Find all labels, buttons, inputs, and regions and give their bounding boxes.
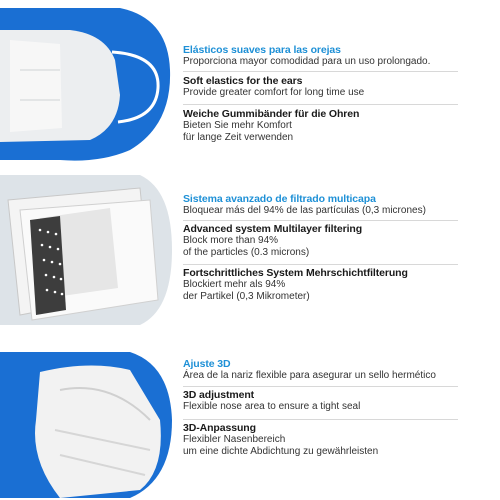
feature-en xyxy=(183,223,495,259)
filter-layers-image xyxy=(0,170,180,330)
feature-title-de: 3D-Anpassung xyxy=(183,422,256,434)
feature-body-de: Blockiert mehr als 94% der Partikel (0,3 Mikrometer) xyxy=(183,279,310,302)
divider xyxy=(183,71,458,72)
divider xyxy=(183,220,458,221)
feature-en xyxy=(183,389,495,413)
divider xyxy=(183,419,458,420)
feature-es xyxy=(183,358,495,382)
feature-body-en: Flexible nose area to ensure a tight seal xyxy=(183,401,361,412)
feature-es xyxy=(183,193,495,217)
feature-en xyxy=(183,75,495,99)
feature-es xyxy=(183,44,495,68)
mask-ear-loop-image xyxy=(0,0,180,163)
feature-title-en: Advanced system Multilayer filtering xyxy=(183,223,363,235)
feature-title-en: Soft elastics for the ears xyxy=(183,75,303,87)
divider xyxy=(183,386,458,387)
feature-body-en: Block more than 94% of the particles (0.3 microns) xyxy=(183,235,310,258)
feature-body-de: Bieten Sie mehr Komfort für lange Zeit verwenden xyxy=(183,120,294,143)
feature-title-es: Elásticos suaves para las orejas xyxy=(183,44,341,56)
feature-de xyxy=(183,422,495,458)
feature-de xyxy=(183,108,495,144)
divider xyxy=(183,104,458,105)
feature-body-de: Flexibler Nasenbereich um eine dichte Abdichtung zu gewährleisten xyxy=(183,434,379,457)
feature-body-es: Bloquear más del 94% de las partículas (0,3 micrones) xyxy=(183,205,426,216)
divider xyxy=(183,264,458,265)
feature-title-de: Weiche Gummibänder für die Ohren xyxy=(183,108,360,120)
feature-section-filtering xyxy=(0,170,500,330)
feature-body-es: Área de la nariz flexible para asegurar un sello hermético xyxy=(183,370,436,381)
feature-body-es: Proporciona mayor comodidad para un uso prolongado. xyxy=(183,56,431,67)
feature-title-de: Fortschrittliches System Mehrschichtfilterung xyxy=(183,267,408,279)
feature-section-3d-fit xyxy=(0,340,500,500)
feature-section-ear-loops xyxy=(0,0,500,163)
feature-title-es: Sistema avanzado de filtrado multicapa xyxy=(183,193,376,205)
feature-de xyxy=(183,267,495,303)
feature-title-en: 3D adjustment xyxy=(183,389,255,401)
feature-body-en: Provide greater comfort for long time use xyxy=(183,87,365,98)
mask-3d-fit-image xyxy=(0,340,180,500)
feature-title-es: Ajuste 3D xyxy=(183,358,231,370)
